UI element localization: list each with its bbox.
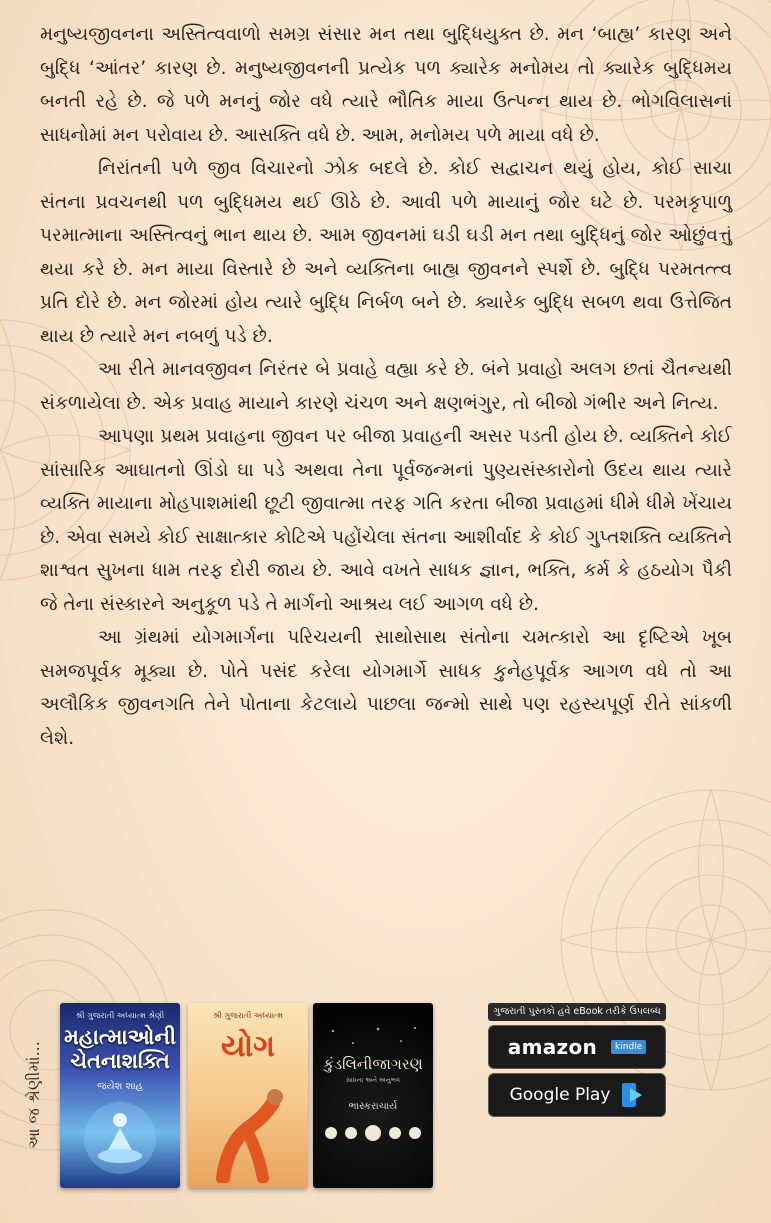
constellation-icon [323,1023,423,1053]
book-2-title: યોગ [221,1029,275,1064]
series-label-text: આ જ શ્રેણીમાં... [24,1041,43,1149]
book-cover-1[interactable] [60,1003,180,1188]
moon-phases-icon [321,1123,425,1143]
google-play-button[interactable] [488,1073,666,1117]
book-1-title: મહાત્માઓની ચેતનાશક્તિ [63,1025,176,1073]
book-3-title: કુંડલિનીજાગરણ [323,1055,423,1073]
amazon-label: amazon [507,1035,598,1059]
book-1-author: જયેશ શાહ [97,1081,143,1092]
ebook-availability-caption: ગુજરાતી પુસ્તકો હવે eBook તરીકે ઉપલબ્ધ [488,1003,666,1021]
paragraph-5: આ ગ્રંથમાં યોગમાર્ગના પરિચયની સાથોસાથ સંતોના ચમત્કારો આ દૃષ્ટિએ ખૂબ સમજપૂર્વક મૂક્યા છે. પોતે પસંદ કરેલા યોગમાર્ગે સાધક કુનેહપૂર્વક આગળ વધે તો આ અલૌકિક જીવનગતિ તેને પોતાના કેટલાયે પાછલા જન્મો સાથે પણ રહસ્યપૂર્ણ રીતે સાંકળી લેશે. [40,627,732,749]
series-label [14,1000,54,1190]
paragraph-3: આ રીતે માનવજીવન નિરંતર બે પ્રવાહે વહ્યા કરે છે. બંને પ્રવાહો અલગ છતાં ચૈતન્યથી સંકળાયેલા છે. એક પ્રવાહ માયાને કારણે ચંચળ અને ક્ષણભંગુર, તો બીજો ગંભીર અને નિત્ય. [40,359,732,414]
book-3-subtitle: સાધના અને અનુભવ [346,1076,400,1084]
yoga-pose-icon [203,1083,293,1183]
book-1-series: શ્રી ગુજરાતી અધ્યાત્મ શ્રેણી [75,1011,165,1020]
meditating-figure-icon [80,1098,160,1178]
google-play-book-icon [620,1082,644,1108]
book-3-author: ભાસ્કરાચાર્ય [348,1101,398,1112]
book-2-series: શ્રી ગુજરાતી અધ્યાત્મ [212,1011,284,1020]
paragraph-1: મનુષ્યજીવનના અસ્તિત્વવાળો સમગ્ર સંસાર મન તથા બુદ્ધિયુક્ત છે. મન ‘બાહ્ય’ કારણ અને બુદ્ધિ ‘આંતર’ કારણ છે. મનુષ્યજીવનની પ્રત્યેક પળ ક્યારેક મનોમય તો ક્યારેક બુદ્ધિમય બનતી રહે છે. જે પળે મનનું જોર વધે ત્યારે ભૌતિક માયા ઉત્પન્ન થાય છે. ભોગવિલાસનાં સાધનોમાં મન પરોવાય છે. આસક્તિ વધે છે. આમ, મનોમય પળે માયા વધે છે. [40,24,732,146]
google-play-label: Google Play [509,1085,611,1105]
kindle-label: kindle [611,1040,646,1054]
paragraph-2: નિરાંતની પળે જીવ વિચારનો ઝોક બદલે છે. કોઈ સદ્વાચન થયું હોય, કોઈ સાચા સંતના પ્રવચનથી પળ બુદ્ધિમય થઈ ઊઠે છે. આવી પળે માયાનું જોર ઘટે છે. પરમકૃપાળુ પરમાત્માના અસ્તિત્વનું ભાન થાય છે. આમ જીવનમાં ઘડી ઘડી મન તથા બુદ્ધિનું જોર ઓછુંવત્તું થયા કરે છે. મન માયા વિસ્તારે છે અને વ્યક્તિના બાહ્ય જીવનને સ્પર્શે છે. બુદ્ધિ પરમતત્ત્વ પ્રતિ દોરે છે. મન જોરમાં હોય ત્યારે બુદ્ધિ નિર્બળ બને છે. ક્યારેક બુદ્ધિ સબળ થવા ઉત્તેજિત થાય છે ત્યારે મન નબળું પડે છે. [40,158,732,347]
paragraph-4: આપણા પ્રથમ પ્રવાહના જીવન પર બીજા પ્રવાહની અસર પડતી હોય છે. વ્યક્તિને કોઈ સાંસારિક આઘાતનો ઊંડો ઘા પડે અથવા તેના પૂર્વજન્મનાં પુણ્યસંસ્કારોનો ઉદય થાય ત્યારે વ્યક્તિ માયાના મોહપાશમાંથી છૂટી જીવાત્મા તરફ ગતિ કરતા બીજા પ્રવાહમાં ધીમે ધીમે ખેંચાય છે. એવા સમયે કોઈ સાક્ષાત્કાર કોટિએ પહોંચેલા સંતના આશીર્વાદ કે કોઈ ગુપ્તશક્તિ વ્યક્તિને શાશ્વત સુખના ધામ તરફ દોરી જાય છે. આવે વખતે સાધક જ્ઞાન, ભક્તિ, કર્મ કે હઠયોગ પૈકી જે તેના સંસ્કારને અનુકૂળ પડે તે માર્ગનો આશ્રય લઈ આગળ વધે છે. [40,426,732,615]
body-text [40,18,732,755]
book-cover-2[interactable] [188,1003,308,1188]
amazon-kindle-button[interactable] [488,1025,666,1069]
book-cover-3[interactable] [313,1003,433,1188]
